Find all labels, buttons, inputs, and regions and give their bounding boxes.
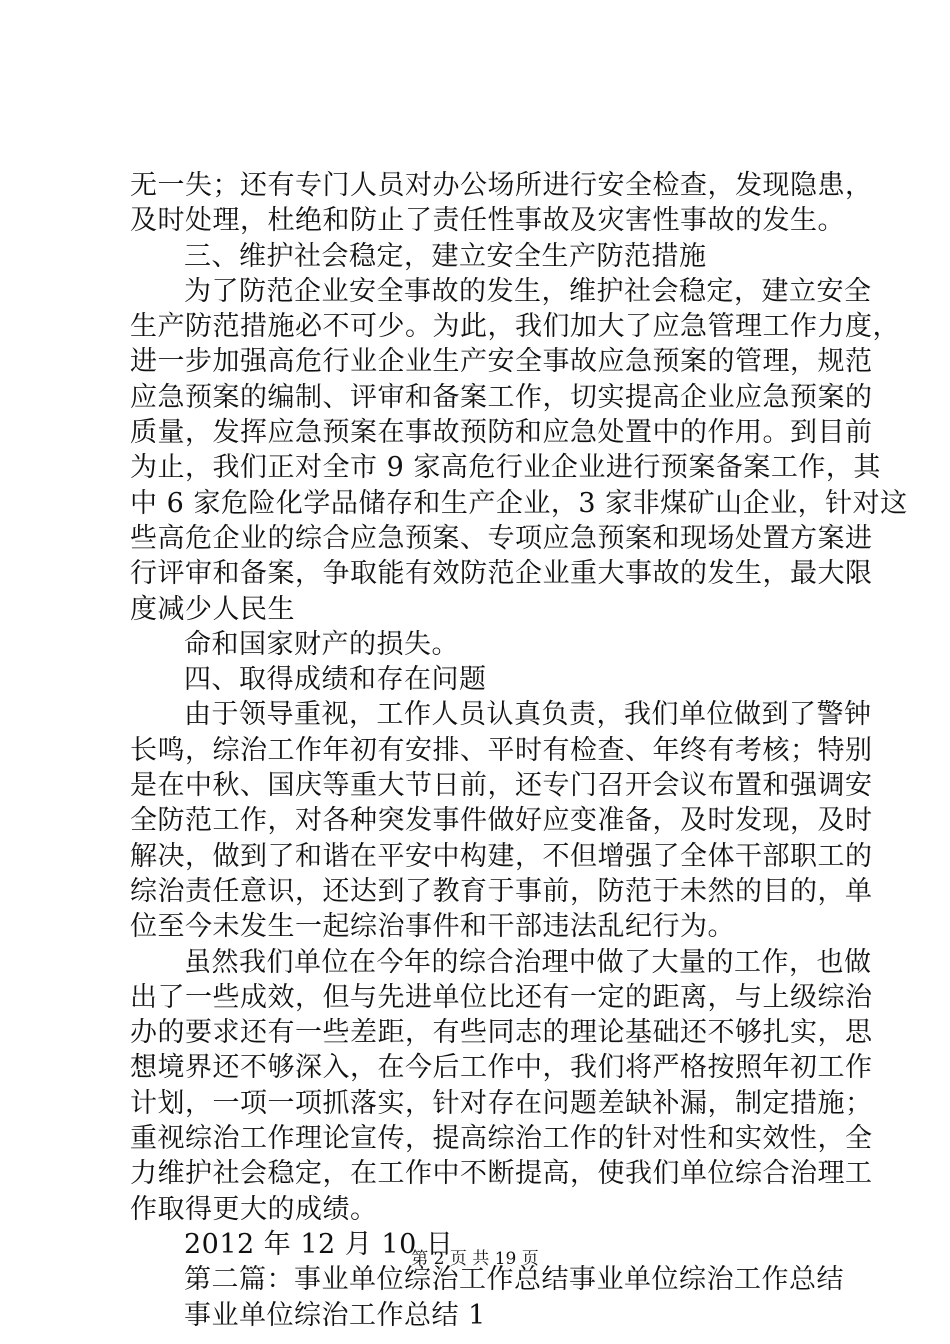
text-line: 命和国家财产的损失。 — [184, 628, 459, 660]
text-line: 第二篇：事业单位综治工作总结事业单位综治工作总结 — [184, 1264, 844, 1296]
text-line: 生产防范措施必不可少。为此，我们加大了应急管理工作力度， — [130, 311, 900, 343]
text-line: 作取得更大的成绩。 — [130, 1193, 378, 1225]
text-line: 进一步加强高危行业企业生产安全事故应急预案的管理，规范 — [130, 346, 873, 378]
text-line: 综治责任意识，还达到了教育于事前，防范于未然的目的，单 — [130, 875, 873, 907]
document-body — [130, 168, 908, 1333]
text-line: 出了一些成效，但与先进单位比还有一定的距离，与上级综治 — [130, 981, 873, 1013]
text-line: 质量，发挥应急预案在事故预防和应急处置中的作用。到目前 — [130, 417, 873, 449]
text-line: 力维护社会稳定，在工作中不断提高，使我们单位综合治理工 — [130, 1158, 873, 1190]
text-line: 三、维护社会稳定，建立安全生产防范措施 — [184, 240, 707, 272]
text-line: 计划，一项一项抓落实，针对存在问题差缺补漏，制定措施； — [130, 1087, 873, 1119]
text-line: 行评审和备案，争取能有效防范企业重大事故的发生，最大限 — [130, 558, 873, 590]
text-line: 想境界还不够深入，在今后工作中，我们将严格按照年初工作 — [130, 1052, 873, 1084]
text-line: 位至今未发生一起综治事件和干部违法乱纪行为。 — [130, 911, 735, 943]
text-line: 为止，我们正对全市 9 家高危行业企业进行预案备案工作，其 — [130, 452, 881, 484]
text-line: 度减少人民生 — [130, 593, 295, 625]
text-line: 中 6 家危险化学品储存和生产企业，3 家非煤矿山企业，针对这 — [130, 487, 908, 519]
text-line: 由于领导重视，工作人员认真负责，我们单位做到了警钟 — [184, 699, 872, 731]
text-line: 解决，做到了和谐在平安中构建，不但增强了全体干部职工的 — [130, 840, 873, 872]
text-line: 为了防范企业安全事故的发生，维护社会稳定，建立安全 — [184, 275, 872, 307]
text-line: 虽然我们单位在今年的综合治理中做了大量的工作，也做 — [184, 946, 872, 978]
page-footer: 第 2 页 共 19 页 — [411, 1249, 539, 1269]
text-line: 2012 年 12 月 10 日 — [184, 1228, 454, 1260]
text-line: 是在中秋、国庆等重大节日前，还专门召开会议布置和强调安 — [130, 770, 873, 802]
text-line: 应急预案的编制、评审和备案工作，切实提高企业应急预案的 — [130, 381, 873, 413]
text-line: 及时处理，杜绝和防止了责任性事故及灾害性事故的发生。 — [130, 205, 845, 237]
text-line: 办的要求还有一些差距，有些同志的理论基础还不够扎实，思 — [130, 1017, 873, 1049]
text-line: 长鸣，综治工作年初有安排、平时有检查、年终有考核；特别 — [130, 734, 873, 766]
text-line: 四、取得成绩和存在问题 — [184, 664, 487, 696]
text-line: 些高危企业的综合应急预案、专项应急预案和现场处置方案进 — [130, 522, 873, 554]
text-line: 无一失；还有专门人员对办公场所进行安全检查，发现隐患， — [130, 170, 873, 201]
text-line: 重视综治工作理论宣传，提高综治工作的针对性和实效性，全 — [130, 1123, 873, 1155]
text-line: 事业单位综治工作总结 1 — [184, 1299, 486, 1331]
text-line: 全防范工作，对各种突发事件做好应变准备，及时发现，及时 — [130, 805, 873, 837]
